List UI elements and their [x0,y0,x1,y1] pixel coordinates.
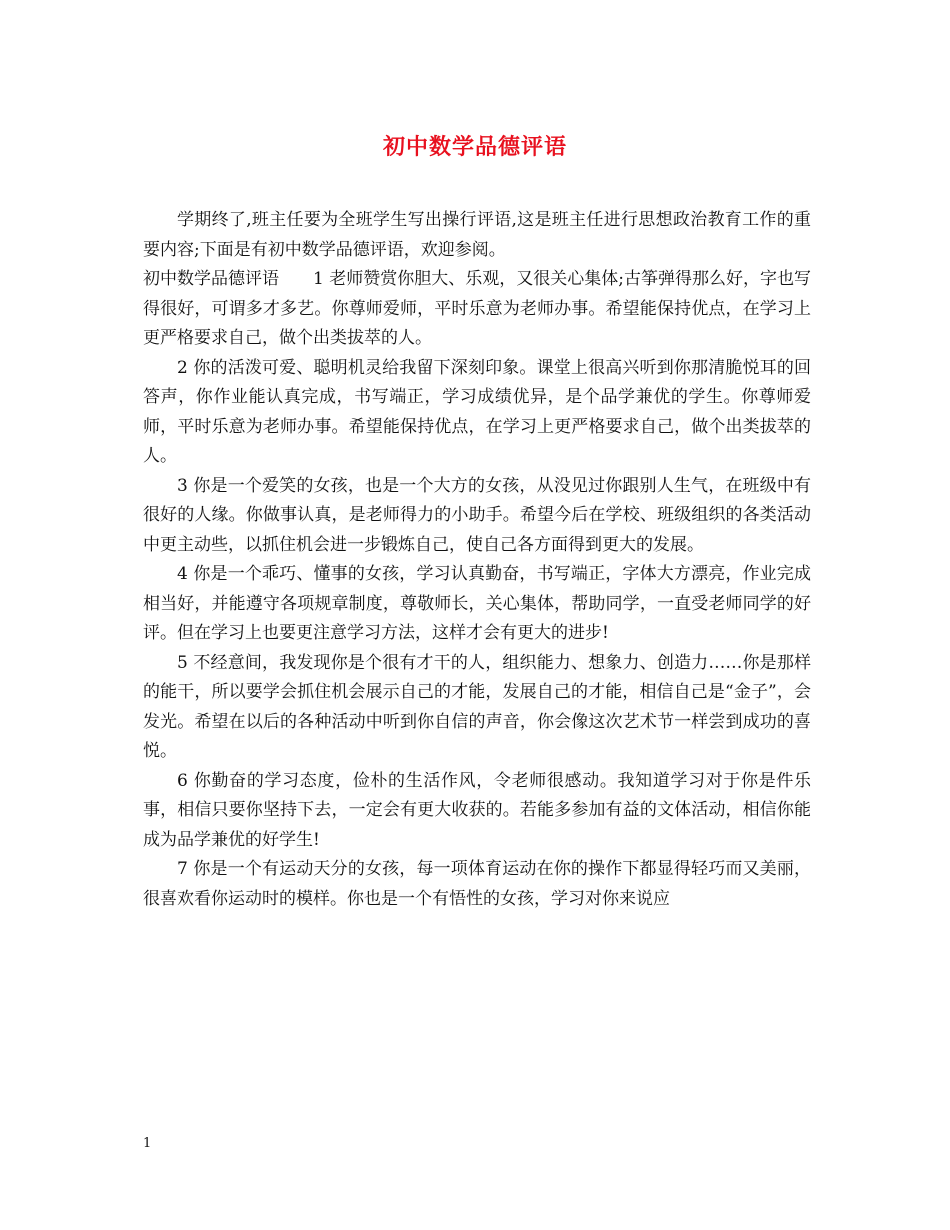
comment-paragraph-1: 初中数学品德评语 1 老师赞赏你胆大、乐观，又很关心集体;古筝弹得那么好，字也写得很好，可谓多才多艺。你尊师爱师，平时乐意为老师办事。希望能保持优点，在学习上更严格要求自己，做个出类拔萃的人。 [143,269,811,348]
comment-paragraph-6: 6 你勤奋的学习态度，俭朴的生活作风，令老师很感动。我知道学习对于你是件乐事，相信只要你坚持下去，一定会有更大收获的。若能多参加有益的文体活动，相信你能成为品学兼优的好学生! [143,770,811,850]
document-title: 初中数学品德评语 [382,134,567,160]
comment-paragraph-4: 4 你是一个乖巧、懂事的女孩，学习认真勤奋，书写端正，字体大方漂亮，作业完成相当好，并能遵守各项规章制度，尊敬师长，关心集体，帮助同学，一直受老师同学的好评。但在学习上也要更注意学习方法，这样才会有更大的进步! [143,564,811,643]
comment-paragraph-5: 5 不经意间，我发现你是个很有才干的人，组织能力、想象力、创造力……你是那样的能干，所以要学会抓住机会展示自己的才能，发展自己的才能，相信自己是“金子”，会发光。希望在以后的各种活动中听到你自信的声音，你会像这次艺术节一样尝到成功的喜悦。 [143,652,811,761]
document-body [143,206,811,914]
comment-paragraph-3: 3 你是一个爱笑的女孩，也是一个大方的女孩，从没见过你跟别人生气，在班级中有很好的人缘。你做事认真，是老师得力的小助手。希望今后在学校、班级组织的各类活动中更主动些，以抓住机会进一步锻炼自己，使自己各方面得到更大的发展。 [143,475,811,555]
comment-paragraph-7: 7 你是一个有运动天分的女孩，每一项体育运动在你的操作下都显得轻巧而又美丽，很喜欢看你运动时的模样。你也是一个有悟性的女孩，学习对你来说应 [143,859,811,909]
comment-paragraph-2: 2 你的活泼可爱、聪明机灵给我留下深刻印象。课堂上很高兴听到你那清脆悦耳的回答声，你作业能认真完成，书写端正，学习成绩优异，是个品学兼优的学生。你尊师爱师，平时乐意为老师办事。希望能保持优点，在学习上更严格要求自己，做个出类拔萃的人。 [143,357,811,466]
intro-paragraph: 学期终了,班主任要为全班学生写出操行评语,这是班主任进行思想政治教育工作的重要内容;下面是有初中数学品德评语，欢迎参阅。 [143,210,811,260]
page-number: 1 [143,1136,152,1151]
